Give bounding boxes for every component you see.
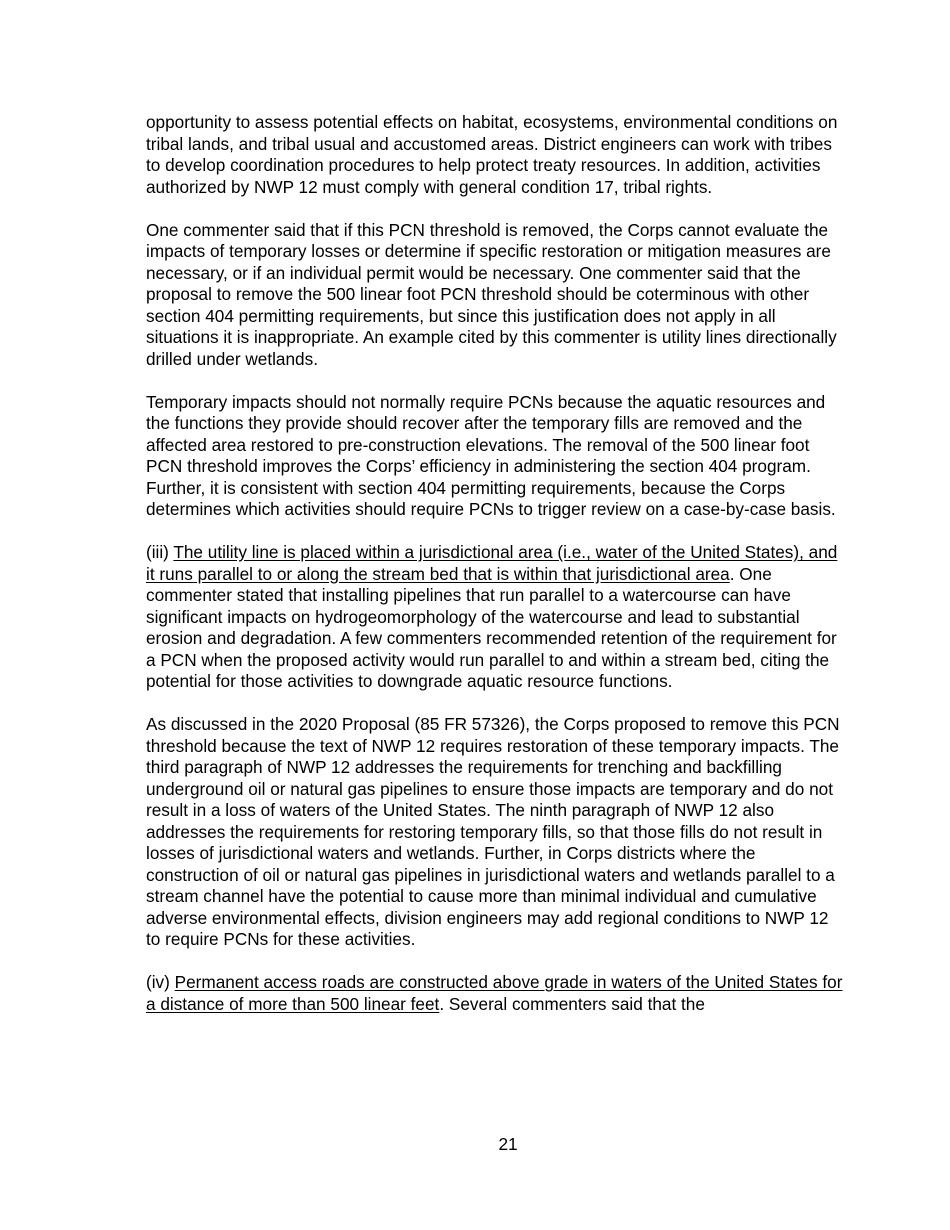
paragraph-text: opportunity to assess potential effects on habitat, ecosystems, environmental conditions on tribal lands, and tribal usual and accustomed areas. District engineers can work with tribes to develop coordination procedures to help protect treaty resources. In addition, activities authorized by NWP 12 must comply with general condition 17, tribal rights. (146, 112, 838, 197)
item-heading-underlined: Permanent access roads are constructed above grade in waters of the United States for a distance of more than 500 linear feet (146, 972, 843, 1014)
paragraph-2020-proposal (146, 714, 846, 951)
paragraph-temporary-impacts (146, 392, 846, 521)
paragraph-text: One commenter said that if this PCN threshold is removed, the Corps cannot evaluate the impacts of temporary losses or determine if specific restoration or mitigation measures are necessary, or if an individual permit would be necessary. One commenter said that the proposal to remove the 500 linear foot PCN threshold should be coterminous with other section 404 permitting requirements, but since this justification does not apply in all situations it is inappropriate. An example cited by this commenter is utility lines directionally drilled under wetlands. (146, 219, 837, 369)
paragraph-tribal-coordination (146, 112, 846, 198)
item-prefix: (iv) (146, 972, 175, 992)
paragraph-text: As discussed in the 2020 Proposal (85 FR 57326), the Corps proposed to remove this PCN threshold because the text of NWP 12 requires restoration of these temporary impacts. The third paragraph of NWP 12 addresses the requirements for trenching and backfilling underground oil or natural gas pipelines to ensure those impacts are temporary and do not result in a loss of waters of the United States. The ninth paragraph of NWP 12 also addresses the requirements for restoring temporary fills, so that those fills do not result in losses of jurisdictional waters and wetlands. Further, in Corps districts where the construction of oil or natural gas pipelines in jurisdictional waters and wetlands parallel to a stream channel have the potential to cause more than minimal individual and cumulative adverse environmental effects, division engineers may add regional conditions to NWP 12 to require PCNs for these activities. (146, 714, 840, 949)
page-number: 21 (498, 1134, 518, 1154)
item-prefix: (iii) (146, 542, 174, 562)
paragraph-text: . Several commenters said that the (439, 993, 705, 1014)
paragraph-item-iv (146, 972, 846, 1015)
paragraph-text: . One commenter stated that installing pipelines that run parallel to a watercourse can have significant impacts on hydrogeomorphology of the watercourse and lead to substantial erosion and degradation. A few commenters recommended retention of the requirement for a PCN when the proposed activity would run parallel to and within a stream bed, citing the potential for those activities to downgrade aquatic resource functions. (146, 563, 837, 691)
paragraph-text: Temporary impacts should not normally require PCNs because the aquatic resources and the functions they provide should recover after the temporary fills are removed and the affected area restored to pre-construction elevations. The removal of the 500 linear foot PCN threshold improves the Corps’ efficiency in administering the section 404 program. Further, it is consistent with section 404 permitting requirements, because the Corps determines which activities should require PCNs to trigger review on a case-by-case basis. (146, 391, 836, 519)
paragraph-item-iii (146, 542, 846, 693)
paragraph-pcn-threshold-comment (146, 220, 846, 371)
item-heading-underlined: The utility line is placed within a jurisdictional area (i.e., water of the United States), and it runs parallel to or along the stream bed that is within that jurisdictional area (146, 542, 838, 584)
document-body (146, 112, 846, 1037)
